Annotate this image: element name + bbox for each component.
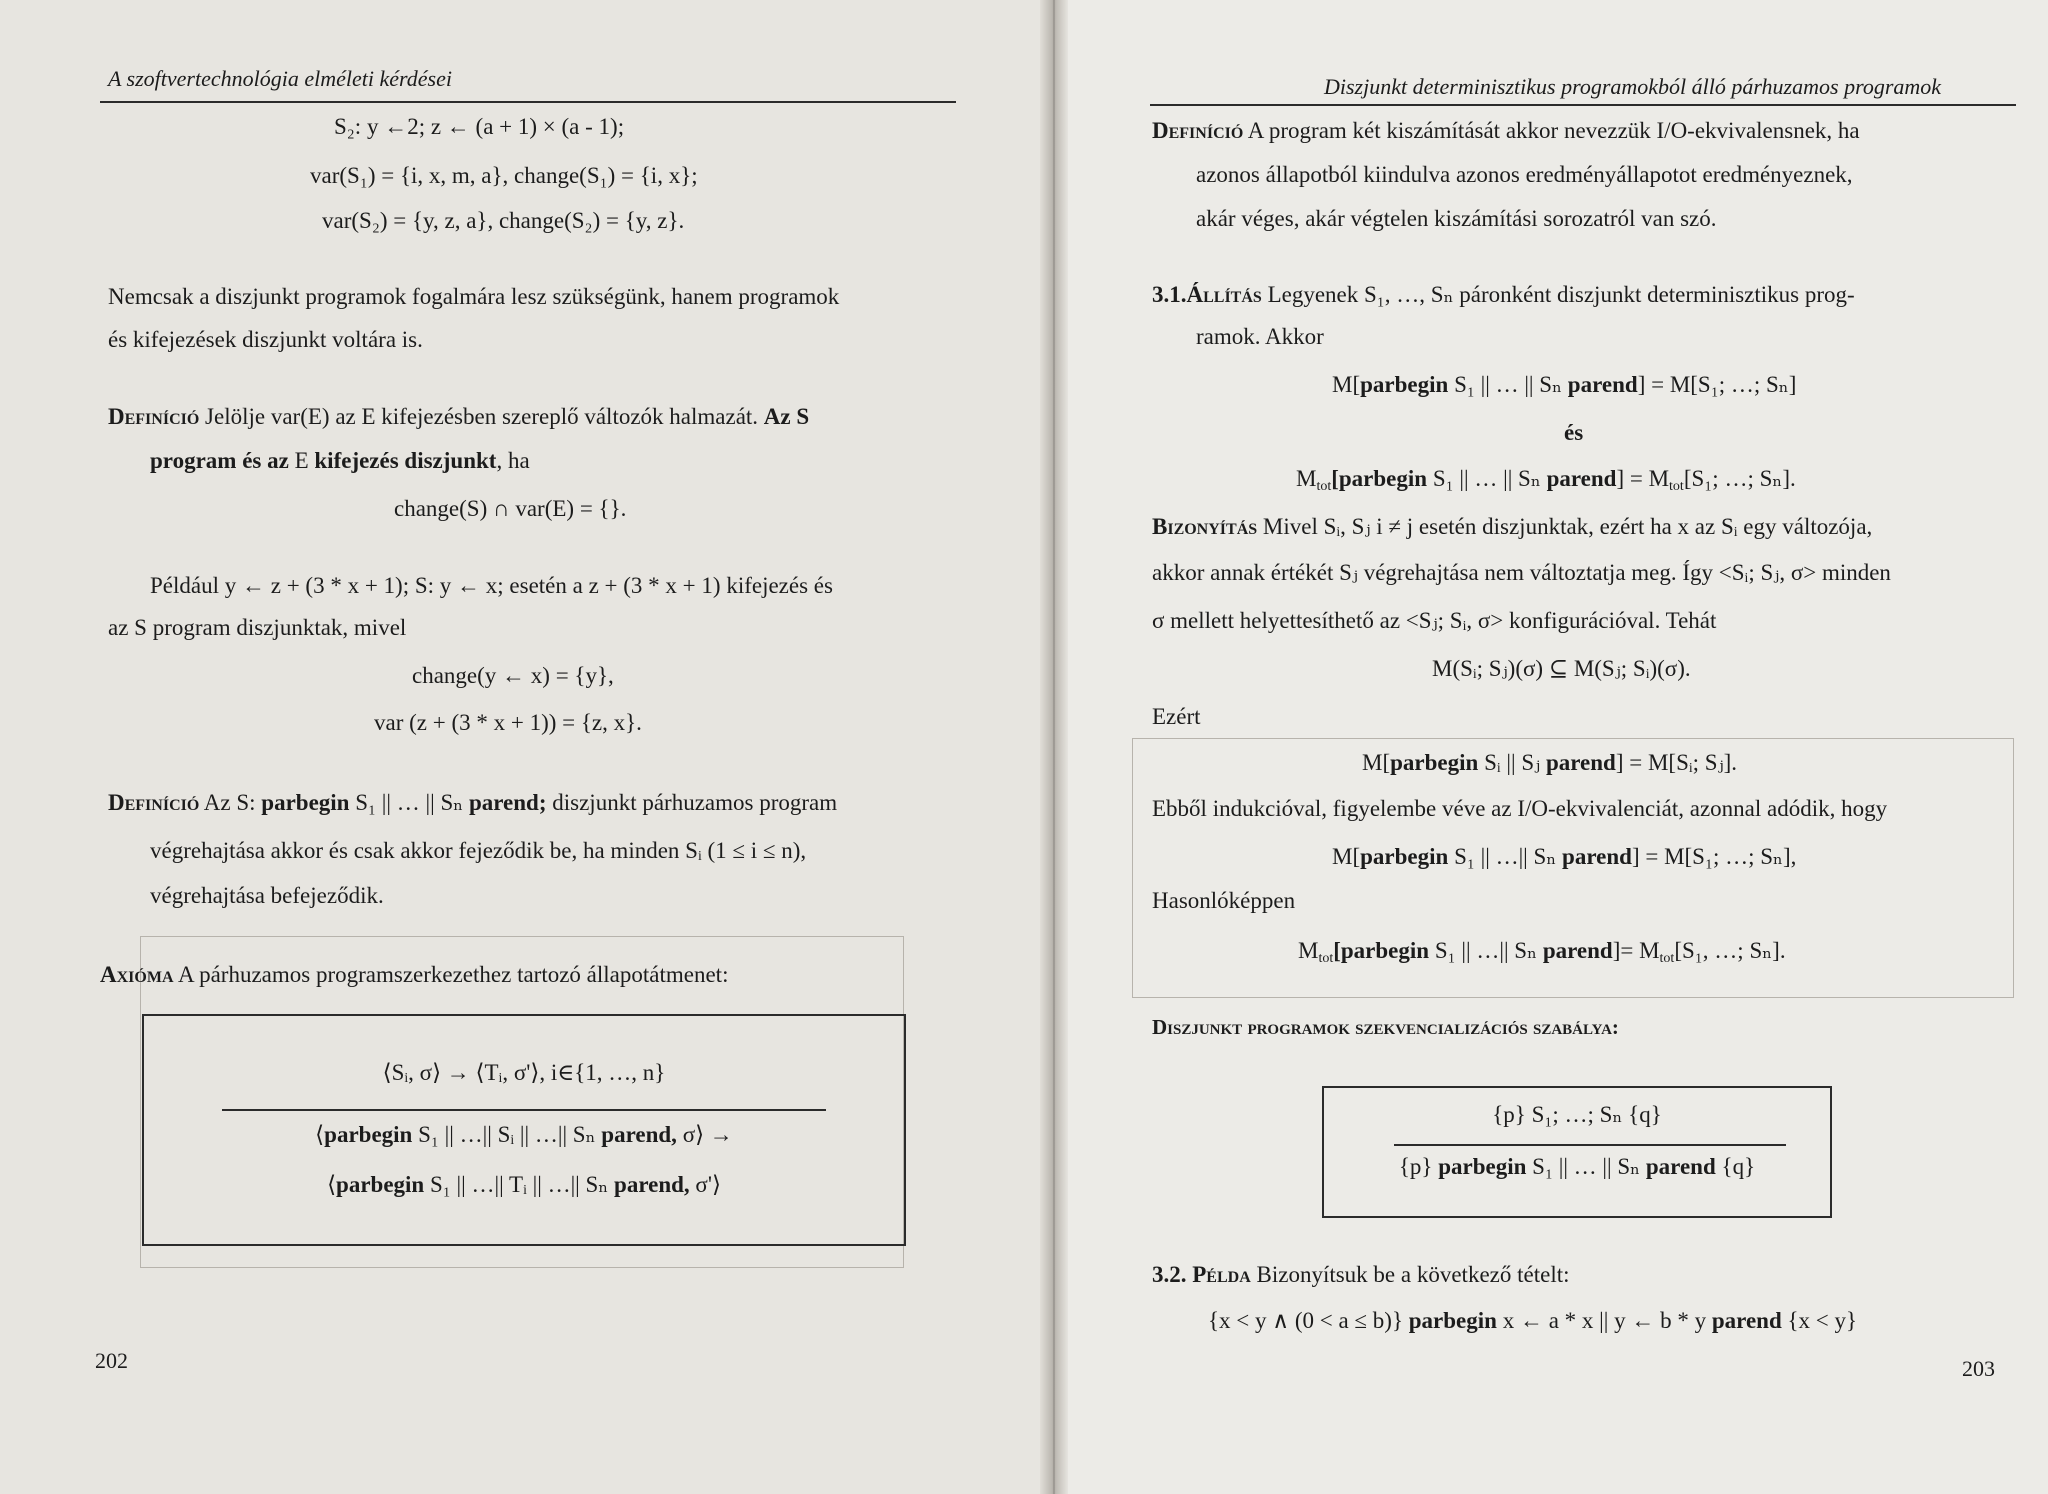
proof-line: Ebből indukcióval, figyelembe véve az I/O-ekvivalenciát, azonnal adódik, hogy	[1152, 796, 1888, 821]
axiom-conclusion-line2: ⟨parbegin S₁ || …|| Tᵢ || …|| Sₙ parend, σ'⟩	[327, 1172, 721, 1197]
claim-formula-1: M[parbegin S₁ || … || Sₙ parend] = M[S₁; …; Sₙ]	[1332, 372, 1797, 397]
proof-formula-3: M[parbegin S₁ || …|| Sₙ parend] = M[S₁; …; Sₙ],	[1332, 844, 1797, 869]
definition-label: Definíció	[1152, 118, 1244, 143]
definition-var: Definíció Jelölje var(E) az E kifejezésben szereplő változók halmazát. Az S	[108, 404, 810, 429]
proof-line: akkor annak értékét Sⱼ végrehajtása nem változtatja meg. Így <Sᵢ; Sⱼ, σ> minden	[1152, 560, 1891, 585]
proof-line: Ezért	[1152, 704, 1201, 729]
proof-line: Hasonlóképpen	[1152, 888, 1296, 913]
equation-var-s2: var(S₂) = {y, z, a}, change(S₂) = {y, z}.	[322, 208, 685, 233]
formula-change: change(y ← x) = {y},	[412, 663, 614, 688]
example-heading: 3.2. Példa Bizonyítsuk be a következő tételt:	[1152, 1262, 1570, 1287]
axiom-label: Axióma	[100, 962, 174, 987]
paragraph-line: Nemcsak a diszjunkt programok fogalmára lesz szükségünk, hanem programok	[108, 284, 840, 309]
definition-line: végrehajtása akkor és csak akkor fejeződik be, ha minden Sᵢ (1 ≤ i ≤ n),	[150, 838, 807, 863]
example-line: Például y ← z + (3 * x + 1); S: y ← x; esetén a z + (3 * x + 1) kifejezés és	[150, 573, 833, 598]
rule-title: Diszjunkt programok szekvencializációs szabálya:	[1152, 1015, 1619, 1039]
example-formula: {x < y ∧ (0 < a ≤ b)} parbegin x ← a * x || y ← b * y parend {x < y}	[1208, 1308, 1858, 1333]
right-page-number: 203	[1962, 1356, 1995, 1381]
paragraph-line: és kifejezések diszjunkt voltára is.	[108, 327, 423, 352]
proof-formula-1: M(Sᵢ; Sⱼ)(σ) ⊆ M(Sⱼ; Sᵢ)(σ).	[1432, 656, 1691, 681]
claim-line: ramok. Akkor	[1196, 324, 1324, 349]
definition-line: program és az E kifejezés diszjunkt, ha	[150, 448, 530, 473]
proof-label: Bizonyítás	[1152, 514, 1258, 539]
formula-disjoint: change(S) ∩ var(E) = {}.	[394, 496, 627, 521]
rule-conclusion: {p} parbegin S₁ || … || Sₙ parend {q}	[1398, 1154, 1756, 1179]
definition-parbegin: Definíció Az S: parbegin S₁ || … || Sₙ parend; diszjunkt párhuzamos program	[108, 790, 838, 815]
proof-formula-2: M[parbegin Sᵢ || Sⱼ parend] = M[Sᵢ; Sⱼ].	[1362, 750, 1738, 775]
book-gutter	[1040, 0, 1068, 1494]
equation-var-s1: var(S₁) = {i, x, m, a}, change(S₁) = {i, x};	[310, 163, 698, 188]
axiom-box	[142, 1014, 906, 1246]
right-header-rule	[1150, 104, 2016, 106]
inference-rule-line	[1394, 1144, 1786, 1146]
left-running-header: A szoftvertechnológia elméleti kérdései	[108, 66, 452, 91]
rule-premise: {p} S₁; …; Sₙ {q}	[1492, 1102, 1662, 1127]
formula-var: var (z + (3 * x + 1)) = {z, x}.	[374, 710, 642, 735]
right-running-header: Diszjunkt determinisztikus programokból álló párhuzamos programok	[1324, 74, 1942, 99]
definition-line: azonos állapotból kiindulva azonos eredményállapotot eredményeznek,	[1196, 162, 1853, 187]
proof-line: σ mellett helyettesíthető az <Sⱼ; Sᵢ, σ> konfigurációval. Tehát	[1152, 608, 1717, 633]
definition-line: akár véges, akár végtelen kiszámítási sorozatról van szó.	[1196, 206, 1717, 231]
left-header-rule	[100, 101, 956, 103]
sequentialization-rule-box	[1322, 1086, 1832, 1218]
right-page	[1052, 0, 2048, 1494]
definition-io: Definíció A program két kiszámítását akkor nevezzük I/O-ekvivalensnek, ha	[1152, 118, 1860, 143]
definition-label: Definíció	[108, 790, 200, 815]
claim-heading: 3.1.Állítás Legyenek S₁, …, Sₙ páronként diszjunkt determinisztikus prog-	[1152, 282, 1855, 307]
proof-heading: Bizonyítás Mivel Sᵢ, Sⱼ i ≠ j esetén diszjunktak, ezért ha x az Sᵢ egy változója,	[1152, 514, 1873, 539]
claim-and: és	[1564, 420, 1584, 445]
definition-label: Definíció	[108, 404, 200, 429]
claim-label: Állítás	[1186, 282, 1262, 307]
claim-formula-2: $M_{tot}[parbegin$ S₁ || … || Sₙ parend] = $M_{tot}[S_1$; …; Sₙ].	[1296, 466, 1796, 494]
definition-line: végrehajtása befejeződik.	[150, 883, 384, 908]
example-label: Példa	[1192, 1262, 1251, 1287]
left-page-number: 202	[95, 1348, 128, 1373]
axiom-heading: Axióma A párhuzamos programszerkezethez tartozó állapotátmenet:	[100, 962, 729, 987]
equation-s2: S₂: y ←2; z ← (a + 1) × (a - 1);	[334, 114, 625, 139]
axiom-conclusion-line1: ⟨parbegin S₁ || …|| Sᵢ || …|| Sₙ parend, σ⟩ →	[315, 1122, 733, 1147]
example-line: az S program diszjunktak, mivel	[108, 615, 407, 640]
axiom-premise: ⟨Sᵢ, σ⟩ → ⟨Tᵢ, σ'⟩, i∈{1, …, n}	[382, 1060, 666, 1085]
proof-formula-4: $M_{tot}[parbegin$ S₁ || …|| Sₙ parend]= $M_{tot}[S_1$, …; Sₙ].	[1298, 938, 1786, 966]
inference-rule-line	[222, 1109, 826, 1111]
